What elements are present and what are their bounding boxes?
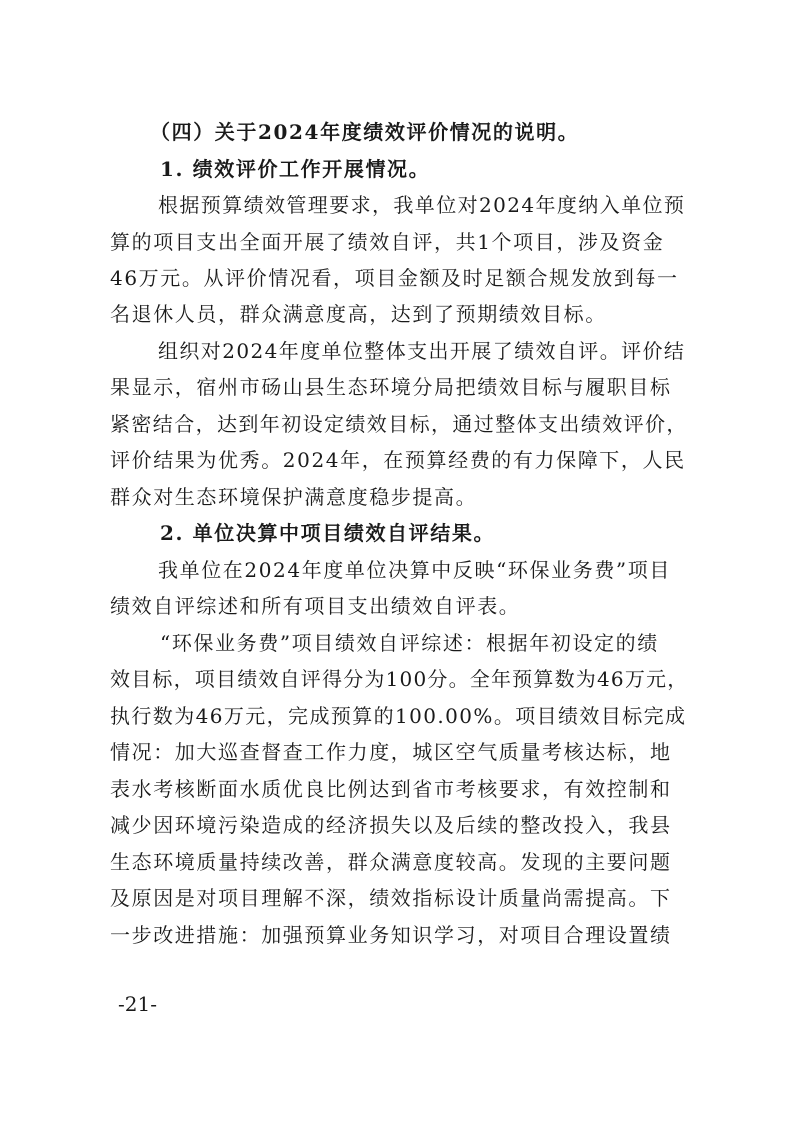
paragraph-line: 及原因是对项目理解不深，绩效指标设计质量尚需提高。下	[110, 886, 672, 910]
paragraph-line: 紧密结合，达到年初设定绩效目标，通过整体支出绩效评价，	[110, 412, 688, 436]
paragraph-line: 46万元。从评价情况看，项目金额及时足额合规发放到每一	[110, 266, 679, 290]
section-heading: （四）关于2024年度绩效评价情况的说明。	[150, 120, 580, 144]
page-number: -21-	[118, 992, 157, 1016]
paragraph-line: 情况：加大巡查督查工作力度，城区空气质量考核达标，地	[110, 740, 672, 764]
paragraph-line: 生态环境质量持续改善，群众满意度较高。发现的主要问题	[110, 850, 672, 874]
paragraph-line: 减少因环境污染造成的经济损失以及后续的整改投入，我县	[110, 813, 672, 837]
subsection-heading-2: 2. 单位决算中项目绩效自评结果。	[160, 521, 496, 545]
paragraph-line: 果显示，宿州市砀山县生态环境分局把绩效目标与履职目标	[110, 375, 672, 399]
paragraph-line: 表水考核断面水质优良比例达到省市考核要求，有效控制和	[110, 777, 672, 801]
paragraph-line: 一步改进措施：加强预算业务知识学习，对项目合理设置绩	[110, 923, 672, 947]
paragraph-line: 评价结果为优秀。2024年，在预算经费的有力保障下，人民	[110, 448, 686, 472]
paragraph-line: “环保业务费”项目绩效自评综述：根据年初设定的绩	[160, 631, 659, 655]
paragraph-line: 群众对生态环境保护满意度稳步提高。	[110, 485, 478, 509]
subsection-heading-1: 1. 绩效评价工作开展情况。	[160, 157, 431, 181]
paragraph-line: 执行数为46万元，完成预算的100.00%。项目绩效目标完成	[110, 704, 687, 728]
paragraph-line: 效目标，项目绩效自评得分为100分。全年预算数为46万元，	[110, 667, 689, 691]
paragraph-line: 算的项目支出全面开展了绩效自评，共1个项目，涉及资金	[110, 230, 665, 254]
paragraph-line: 我单位在2024年度单位决算中反映“环保业务费”项目	[158, 558, 671, 582]
paragraph-line: 根据预算绩效管理要求，我单位对2024年度纳入单位预	[158, 193, 686, 217]
paragraph-line: 组织对2024年度单位整体支出开展了绩效自评。评价结	[158, 339, 686, 363]
paragraph-line: 名退休人员，群众满意度高，达到了预期绩效目标。	[110, 302, 607, 326]
paragraph-line: 绩效自评综述和所有项目支出绩效自评表。	[110, 594, 521, 618]
